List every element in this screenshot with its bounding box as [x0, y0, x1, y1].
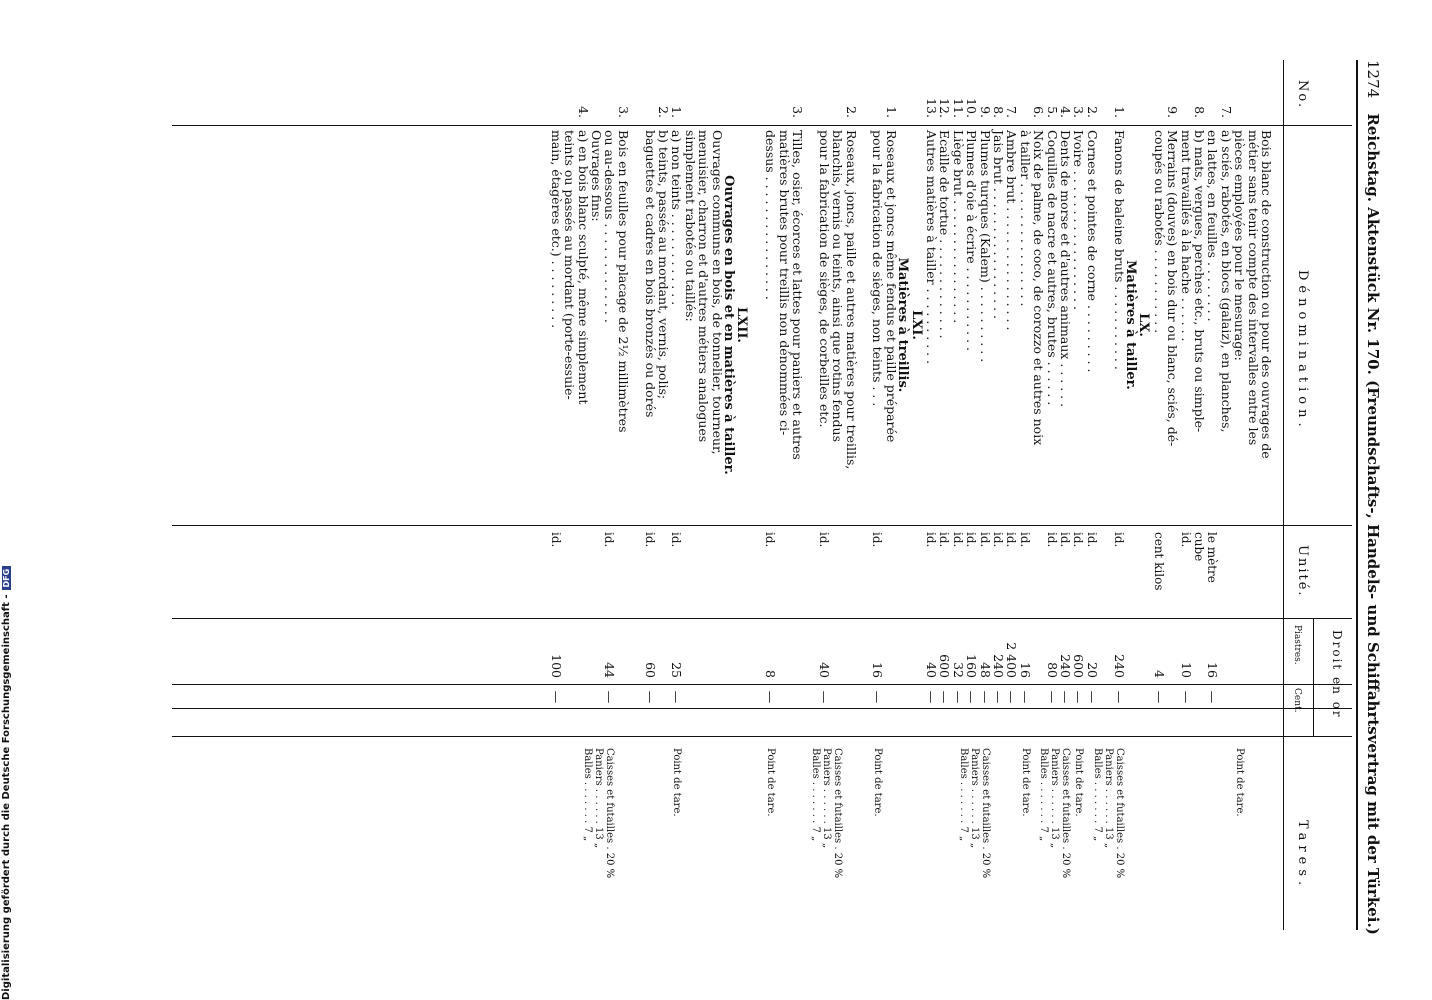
row-denomination: Ouvrages communs en bois, de tonnelier, tourneur, [709, 130, 725, 455]
row-denomination: simplement rabotés ou taillés: [682, 130, 698, 322]
row-unit: id. [1084, 532, 1099, 548]
row-denomination: Coquilles de nacre et autres, brutes . . . . . . [1044, 130, 1060, 406]
row-denomination: teints ou passés au mordant (porte-essuie- [562, 130, 578, 400]
section-heading: Matières à tailler. [1123, 260, 1138, 390]
row-number: 13. [924, 98, 939, 118]
row-amount-piastres: 44 [602, 662, 618, 678]
row-unit: id. [602, 532, 617, 548]
col-divider-unite [172, 618, 1352, 619]
page-title: Reichstag. Aktenstück Nr. 170. (Freundschafts-, Handels- und Schiffahrtsvertrag mit der Türkei.) [1364, 113, 1382, 935]
row-amount-cent: — [642, 690, 658, 704]
row-unit: id. [669, 532, 684, 548]
credit-text: Digitalisierung gefördert durch die Deutsche Forschungsgemeinschaft - [1, 594, 12, 1000]
tare-entry: Point de tare. [671, 748, 683, 817]
row-number: 1. [669, 106, 685, 118]
row-denomination: Ouvrages fins: [589, 130, 604, 222]
row-amount-piastres: 60 [642, 662, 658, 678]
row-number: 3. [790, 106, 805, 118]
col-header-piastres: Piastres. [1292, 625, 1302, 665]
row-number: 7. [1004, 106, 1020, 118]
row-unit: id. [548, 532, 563, 548]
row-amount-cent: — [977, 690, 993, 704]
tare-entry: Point de tare. [1019, 748, 1031, 817]
row-amount-cent: — [1178, 690, 1194, 704]
row-unit: id. [1058, 532, 1072, 548]
row-number: 10. [964, 98, 980, 118]
section-heading: LXII. [734, 307, 750, 343]
row-amount-piastres: 600 [1071, 654, 1087, 678]
row-number: 8. [991, 106, 1006, 118]
row-denomination: Tilles, osier, écorces et lattes pour paniers et autres [790, 130, 805, 460]
row-number: 12. [937, 98, 953, 118]
row-denomination: en lattes, en feuilles . . . . . . . . [1205, 130, 1221, 322]
row-amount-cent: — [964, 690, 980, 704]
row-amount-piastres: 80 [1044, 662, 1060, 678]
row-denomination: ou au-dessous . . . . . . . . . . . . . [602, 130, 618, 323]
section-heading: LXI. [908, 310, 924, 340]
row-number: 8. [1192, 106, 1207, 118]
row-denomination: Autres matières à tailler . . . . . . . . . . [924, 130, 939, 365]
row-amount-cent: — [1084, 690, 1100, 704]
row-unit: id. [991, 532, 1005, 548]
col-header-unite: Unité. [1295, 545, 1310, 598]
row-number: 5. [1044, 106, 1060, 118]
row-amount-cent: — [924, 690, 939, 704]
row-number: 2. [843, 106, 859, 118]
tare-entry: Caisses et futailles . 20 % Paniers . . . . . . 13 „ Balles . . . . . . . 7 „ [1038, 748, 1071, 879]
page-header [1364, 60, 1382, 935]
section-heading: Ouvrages en bois et en matières à tailler. [721, 175, 736, 475]
col-divider-no [172, 125, 1352, 126]
row-denomination: Ambre brut . . . . . . . . . . . . . . . . [1004, 130, 1020, 331]
row-number: 9. [977, 106, 993, 118]
col-header-no: No. [1295, 80, 1310, 110]
row-unit: id. [1017, 532, 1032, 548]
row-amount-piastres: 16 [870, 662, 886, 678]
row-number: 6. [1031, 106, 1047, 118]
footer-credit [1, 568, 12, 1000]
row-unit: le mètre [1205, 532, 1220, 583]
row-unit: cent kilos [1151, 532, 1166, 591]
row-amount-cent: — [1044, 690, 1060, 704]
row-unit: id. [763, 532, 778, 548]
section-heading: Matières à treillis. [895, 257, 911, 393]
row-denomination: Ecaille de tortue . . . . . . . . . . . . . [937, 130, 953, 339]
row-unit: id. [1071, 532, 1086, 548]
row-number: 4. [1058, 106, 1073, 118]
col-header-tares: Tares. [1295, 820, 1310, 891]
row-denomination: Cornes et pointes de corne . . . . . . . . . [1084, 130, 1100, 373]
tare-entry: Caisses et futailles . 20 % Paniers . . . . . . 13 „ Balles . . . . . . . 7 „ [957, 748, 991, 879]
col-divider-cent [172, 708, 1352, 709]
row-denomination: Plumes turques (Kalem) . . . . . . . . . . [977, 130, 993, 363]
row-unit: id. [1111, 532, 1126, 548]
row-amount-cent: — [816, 690, 832, 704]
row-denomination: main, étagères etc.) . . . . . . . . . [548, 130, 564, 329]
tare-entry: Caisses et futailles . 20 % Paniers . . . . . . 13 „ Balles . . . . . . . 7 „ [810, 748, 844, 879]
row-amount-piastres: 48 [977, 662, 993, 678]
row-number: 3. [1071, 106, 1087, 118]
row-denomination: a) sciés, rabotés, en blocs (galaiz), en planches, [1218, 130, 1234, 433]
page-number: 1274 [1364, 60, 1382, 99]
row-denomination: a) en bois blanc sculpté, même simplement [575, 130, 591, 405]
row-denomination: matières brutes pour treillis non dénommées ci- [776, 130, 792, 436]
row-denomination: Dents de morse et d'autres animaux . . . . . . [1058, 130, 1073, 408]
row-amount-cent: — [950, 690, 966, 704]
row-denomination: Roseaux, joncs, paille et autres matières pour treillis, [843, 130, 859, 470]
row-amount-cent: — [1017, 690, 1033, 704]
row-amount-piastres: 240 [991, 654, 1006, 678]
row-denomination: Liège brut . . . . . . . . . . . . . . . . [950, 130, 966, 324]
row-amount-piastres: 600 [937, 654, 953, 678]
row-denomination: blanchis, vernis ou teints, ainsi que rotins fendus [830, 130, 846, 442]
row-amount-piastres: 40 [816, 662, 832, 678]
row-amount-cent: — [548, 690, 564, 704]
row-unit: id. [1178, 532, 1193, 548]
row-unit: id. [977, 532, 992, 548]
row-amount-cent: — [1004, 690, 1020, 704]
row-denomination: à tailler . . . . . . . . . . . . . . . . [1017, 130, 1033, 307]
row-number: 9. [1165, 106, 1181, 118]
row-amount-cent: — [937, 690, 953, 704]
row-amount-piastres: 40 [924, 662, 939, 678]
row-unit: id. [816, 532, 831, 548]
row-amount-cent: — [991, 690, 1006, 704]
row-amount-cent: — [1151, 690, 1167, 704]
row-number: 4. [575, 106, 591, 118]
row-unit: id. [870, 532, 885, 548]
row-amount-piastres: 240 [1058, 654, 1073, 678]
row-unit: id. [964, 532, 979, 548]
dfg-logo: DFG [2, 566, 11, 591]
row-amount-cent: — [1071, 690, 1087, 704]
row-denomination: métier sans tenir compte des intervalles entre les [1245, 130, 1261, 446]
row-amount-piastres: 160 [964, 654, 980, 678]
row-number: 1. [1111, 106, 1127, 118]
row-amount-piastres: 16 [1205, 662, 1221, 678]
row-number: 2. [1084, 106, 1100, 118]
row-amount-piastres: 10 [1178, 662, 1194, 678]
row-amount-piastres: 25 [669, 662, 685, 678]
row-unit: id. [937, 532, 952, 548]
row-unit: cube [1192, 532, 1206, 562]
row-unit: id. [1004, 532, 1019, 548]
tare-entry: Point de tare. [872, 748, 884, 817]
row-denomination: Fanons de baleine bruts . . . . . . . . . . . [1111, 130, 1127, 370]
row-unit: id. [950, 532, 965, 548]
row-denomination: pièces employées pour le mesurage: [1232, 130, 1248, 361]
row-number: 7. [1218, 106, 1234, 118]
row-denomination: Roseaux et joncs même fendus et paille préparée [883, 130, 899, 443]
row-denomination: pour la fabrication de sièges, de corbeilles etc. [816, 130, 832, 428]
row-denomination: menuisier, charron et d'autres métiers analogues [696, 130, 712, 443]
row-unit: id. [642, 532, 657, 548]
row-amount-cent: — [1058, 690, 1073, 704]
row-denomination: Jais brut . . . . . . . . . . . . . . . . . [991, 130, 1006, 319]
row-denomination: b) teints, passés au mordant, vernis, polis; [656, 130, 671, 400]
row-amount-piastres: 240 [1111, 654, 1127, 678]
tare-entry: Caisses et futailles . 20 % Paniers . . . . . . 13 „ Balles . . . . . . . 7 „ [582, 748, 616, 879]
row-denomination: Ivoire . . . . . . . . . . . . . . . . . . [1071, 130, 1087, 310]
row-amount-piastres: 4 [1151, 670, 1167, 678]
row-number: 3. [615, 106, 631, 118]
row-denomination: pour la fabrication de sièges, non teints . . . [870, 130, 886, 407]
row-denomination: Bois blanc de construction ou pour des ouvrages de [1259, 130, 1274, 459]
row-unit: id. [924, 532, 938, 548]
row-number: 1. [883, 106, 899, 118]
tare-entry: Point de tare. [765, 748, 777, 817]
row-amount-cent: — [1205, 690, 1221, 704]
row-unit: id. [1044, 532, 1059, 548]
row-amount-piastres: 32 [950, 662, 966, 678]
row-amount-cent: — [870, 690, 886, 704]
row-denomination: coupés ou rabotés . . . . . . . . . . . [1151, 130, 1167, 334]
section-heading: LX. [1136, 313, 1152, 337]
row-number: 2. [656, 106, 671, 118]
row-number: 11. [950, 98, 966, 118]
row-denomination: baguettes et cadres en bois bronzés ou dorés [642, 130, 658, 418]
tare-entry: Point de tare. [1073, 748, 1085, 817]
tare-entry: Caisses et futailles . 20 % Paniers . . . . . . 13 „ Balles . . . . . . . 7 „ [1091, 748, 1125, 879]
row-amount-cent: — [669, 690, 685, 704]
row-denomination: Plumes d'oie à écrire . . . . . . . . . . . [964, 130, 980, 352]
row-amount-piastres: 100 [548, 654, 564, 678]
row-denomination: a) non teints . . . . . . . . . . . . [669, 130, 685, 306]
row-amount-piastres: 2 400 [1004, 642, 1020, 678]
row-amount-cent: — [1111, 690, 1127, 704]
column-header-rule [1283, 60, 1284, 930]
row-denomination: Merrains (douves) en bois dur ou blanc, sciés, dé- [1165, 130, 1181, 447]
tare-entry: Point de tare. [1234, 748, 1246, 817]
col-header-droit: Droit en or [1330, 630, 1344, 719]
row-denomination: Bois en feuilles pour placage de 2½ millimètres [615, 130, 631, 433]
row-denomination: ment travaillés à la hache . . . . . . [1178, 130, 1194, 342]
col-divider-piastres [172, 684, 1352, 685]
row-amount-piastres: 16 [1017, 662, 1033, 678]
header-rule [1356, 60, 1358, 930]
row-amount-piastres: 8 [763, 670, 779, 678]
col-divider-droit [172, 736, 1352, 737]
row-amount-cent: — [763, 690, 779, 704]
col-header-cent: Cent. [1292, 688, 1302, 713]
col-header-denomination: Dénomination. [1295, 270, 1310, 432]
row-denomination: Noix de palme, de coco, de corozzo et autres noix [1031, 130, 1047, 446]
droit-subrule [1313, 618, 1314, 736]
row-amount-cent: — [602, 690, 618, 704]
row-denomination: b) mats, vergues, perches etc., bruts ou simple- [1192, 130, 1207, 433]
row-amount-piastres: 20 [1084, 662, 1100, 678]
row-denomination: dessus . . . . . . . . . . . . . . . . [763, 130, 779, 300]
col-divider-denom [172, 525, 1352, 526]
